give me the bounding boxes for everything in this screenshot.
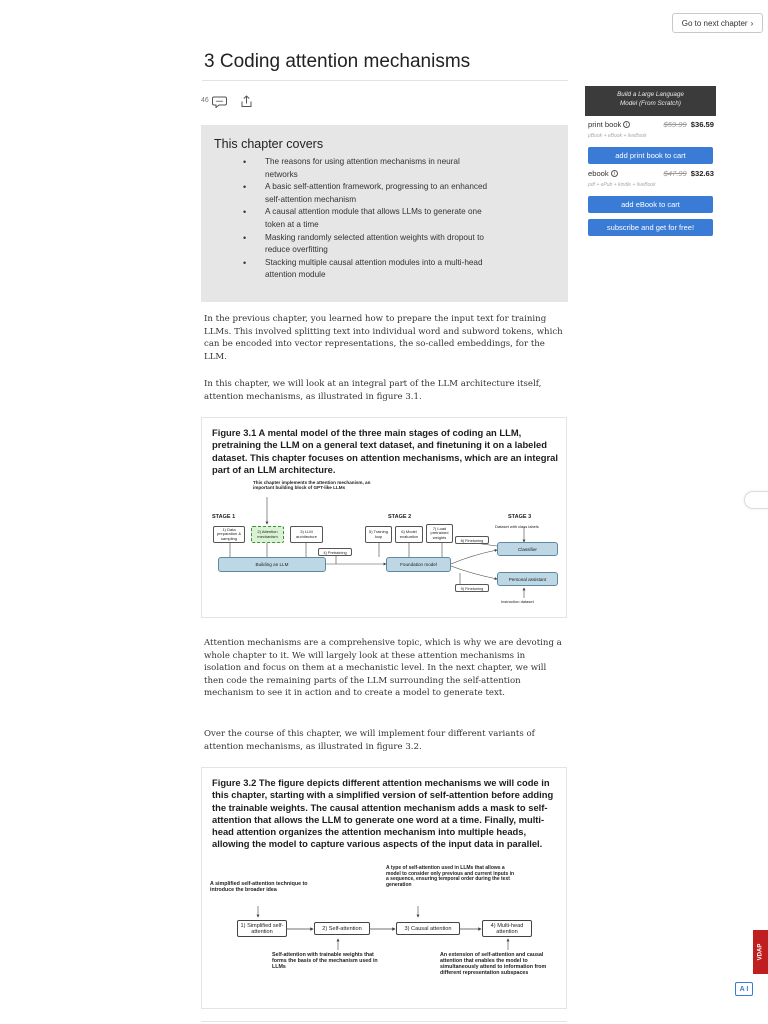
stage-box: 6) Model evaluation bbox=[395, 526, 423, 543]
figure-caption: Figure 3.2 The figure depicts different attention mechanisms we will code in this chapter, starting with a simplified version of self-attention before adding the trainable weights. The causal attention mechanism adds a mask to self-attention that allows the LLM to generate one word at a time. Finally, multi-head attention organizes the attention mechanism into multiple heads, allowing the model to capture various aspects of the input data in parallel. bbox=[212, 777, 554, 850]
covers-heading: This chapter covers bbox=[214, 137, 324, 151]
foundation-model-box: Foundation model bbox=[386, 557, 451, 572]
diagram-note: Self-attention with trainable weights that forms the basis of the mechanism used in LLMs bbox=[272, 952, 378, 970]
book-title-line: Build a Large Language bbox=[617, 91, 684, 98]
diagram-note: A type of self-attention used in LLMs that allows a model to consider only previous and current inputs in a sequence, ensuring temporal order during the text generation bbox=[386, 865, 515, 888]
add-ebook-button[interactable]: add eBook to cart bbox=[588, 196, 713, 213]
covers-list bbox=[243, 156, 493, 282]
stage-box: 7) Load pretrained weights bbox=[426, 524, 453, 543]
paragraph: Over the course of this chapter, we will implement four different variants of attention mechanisms, as illustrated in figure 3.2. bbox=[204, 729, 535, 752]
list-item: • Stacking multiple causal attention modules into a multi-head attention module bbox=[243, 257, 493, 282]
list-item: • A causal attention module that allows LLMs to generate one token at a time bbox=[243, 206, 493, 231]
figure-3-2 bbox=[201, 767, 567, 1009]
figure-caption: Figure 3.1 A mental model of the three main stages of coding an LLM, pretraining the LLM on a general text dataset, and finetuning it on a labeled dataset. This chapter focuses on attention mechanisms, which are an integral part of an LLM architecture. bbox=[212, 427, 558, 475]
stage-label: STAGE 3 bbox=[508, 514, 532, 520]
vdap-label: VDAP bbox=[757, 943, 764, 961]
info-icon[interactable]: i bbox=[611, 170, 618, 177]
next-chapter-button[interactable] bbox=[672, 13, 763, 33]
step-tag: 9) Finetuning bbox=[455, 584, 489, 592]
chapter-covers-box bbox=[201, 125, 568, 302]
ebook-price-row bbox=[588, 169, 714, 178]
book-title-line: Model (From Scratch) bbox=[620, 99, 681, 107]
building-llm-box: Building an LLM bbox=[218, 557, 326, 572]
stage-label: STAGE 2 bbox=[388, 514, 412, 520]
next-chapter-label: Go to next chapter bbox=[681, 18, 748, 28]
stage-box: 3) LLM architecture bbox=[290, 526, 323, 543]
diagram-note: A simplified self-attention technique to introduce the broader idea bbox=[210, 881, 308, 893]
book-cover[interactable] bbox=[585, 86, 716, 116]
ebook-formats: pdf + ePub + kindle + liveBook bbox=[588, 182, 656, 188]
print-label: print book bbox=[588, 120, 622, 129]
stage-box-highlighted: 2) Attention mechanism bbox=[251, 526, 284, 543]
list-item: • A basic self-attention framework, progressing to an enhanced self-attention mechanism bbox=[243, 181, 493, 206]
share-icon[interactable] bbox=[240, 95, 253, 108]
new-price: $36.59 bbox=[690, 120, 714, 129]
classifier-box: Classifier bbox=[497, 542, 558, 556]
step-tag: 4) Pretraining bbox=[318, 548, 352, 556]
stage-box: 5) Training loop bbox=[365, 526, 392, 543]
chevron-right-icon: › bbox=[750, 18, 754, 28]
comment-icon[interactable] bbox=[212, 95, 228, 108]
figure-3-1 bbox=[201, 417, 567, 618]
title-divider bbox=[202, 80, 568, 81]
print-price-row bbox=[588, 120, 714, 129]
stage-box: 3) Causal attention bbox=[396, 922, 460, 935]
stage-box: 4) Multi-head attention bbox=[482, 920, 532, 937]
class-labels-label: Dataset with class labels bbox=[495, 524, 539, 529]
old-price: $47.99 bbox=[663, 169, 687, 178]
step-tag: 8) Finetuning bbox=[455, 536, 489, 544]
list-item: • The reasons for using attention mechanisms in neural networks bbox=[243, 156, 493, 181]
stage-box: 1) Simplified self-attention bbox=[237, 920, 287, 937]
subscribe-button[interactable]: subscribe and get for free! bbox=[588, 219, 713, 236]
old-price: $59.99 bbox=[663, 120, 687, 129]
add-print-book-button[interactable]: add print book to cart bbox=[588, 147, 713, 164]
paragraph: Attention mechanisms are a comprehensive topic, which is why we are devoting a whole chapter to it. We will largely look at these attention mechanisms in isolation and focus on them at a mechanistic level. In the next chapter, we will then code the remaining parts of the LLM surrounding the self-attention mechanism to see it in action and to create a model to generate text. bbox=[204, 638, 562, 699]
paragraph: In this chapter, we will look at an integral part of the LLM architecture itself, attention mechanisms, as illustrated in figure 3.1. bbox=[204, 379, 542, 402]
figure-3-1-diagram bbox=[210, 480, 560, 610]
paragraph: In the previous chapter, you learned how to prepare the input text for training LLMs. This involved splitting text into individual word and subword tokens, which can be encoded into vector representations, the so-called embeddings, for the LLM. bbox=[204, 314, 563, 362]
figure-3-2-diagram bbox=[210, 866, 560, 996]
ebook-label: ebook bbox=[588, 169, 609, 178]
chapter-stats bbox=[201, 95, 253, 108]
info-icon[interactable]: i bbox=[623, 121, 630, 128]
print-formats: pBook + eBook + liveBook bbox=[588, 133, 647, 139]
diagram-note: This chapter implements the attention mechanism, an important building block of GPT-like LLMs bbox=[253, 480, 371, 491]
ai-assistant-button[interactable]: A I bbox=[735, 982, 753, 996]
side-drawer-handle[interactable] bbox=[744, 491, 768, 509]
list-item: • Masking randomly selected attention weights with dropout to reduce overfitting bbox=[243, 232, 493, 257]
purchase-panel bbox=[583, 83, 719, 241]
stage-box: 2) Self-attention bbox=[314, 922, 370, 935]
personal-assistant-box: Personal assistant bbox=[497, 572, 558, 586]
stage-box: 1) Data preparation & sampling bbox=[213, 526, 245, 543]
chapter-title: 3 Coding attention mechanisms bbox=[204, 51, 471, 72]
stage-label: STAGE 1 bbox=[212, 514, 236, 520]
comment-count: 46 bbox=[201, 97, 209, 104]
vdap-badge[interactable] bbox=[753, 930, 768, 974]
diagram-note: An extension of self-attention and causal attention that enables the model to simultaneously attend to information from different representation subspaces bbox=[440, 952, 547, 976]
new-price: $32.63 bbox=[690, 169, 714, 178]
instruction-dataset-label: Instruction dataset bbox=[501, 599, 534, 604]
